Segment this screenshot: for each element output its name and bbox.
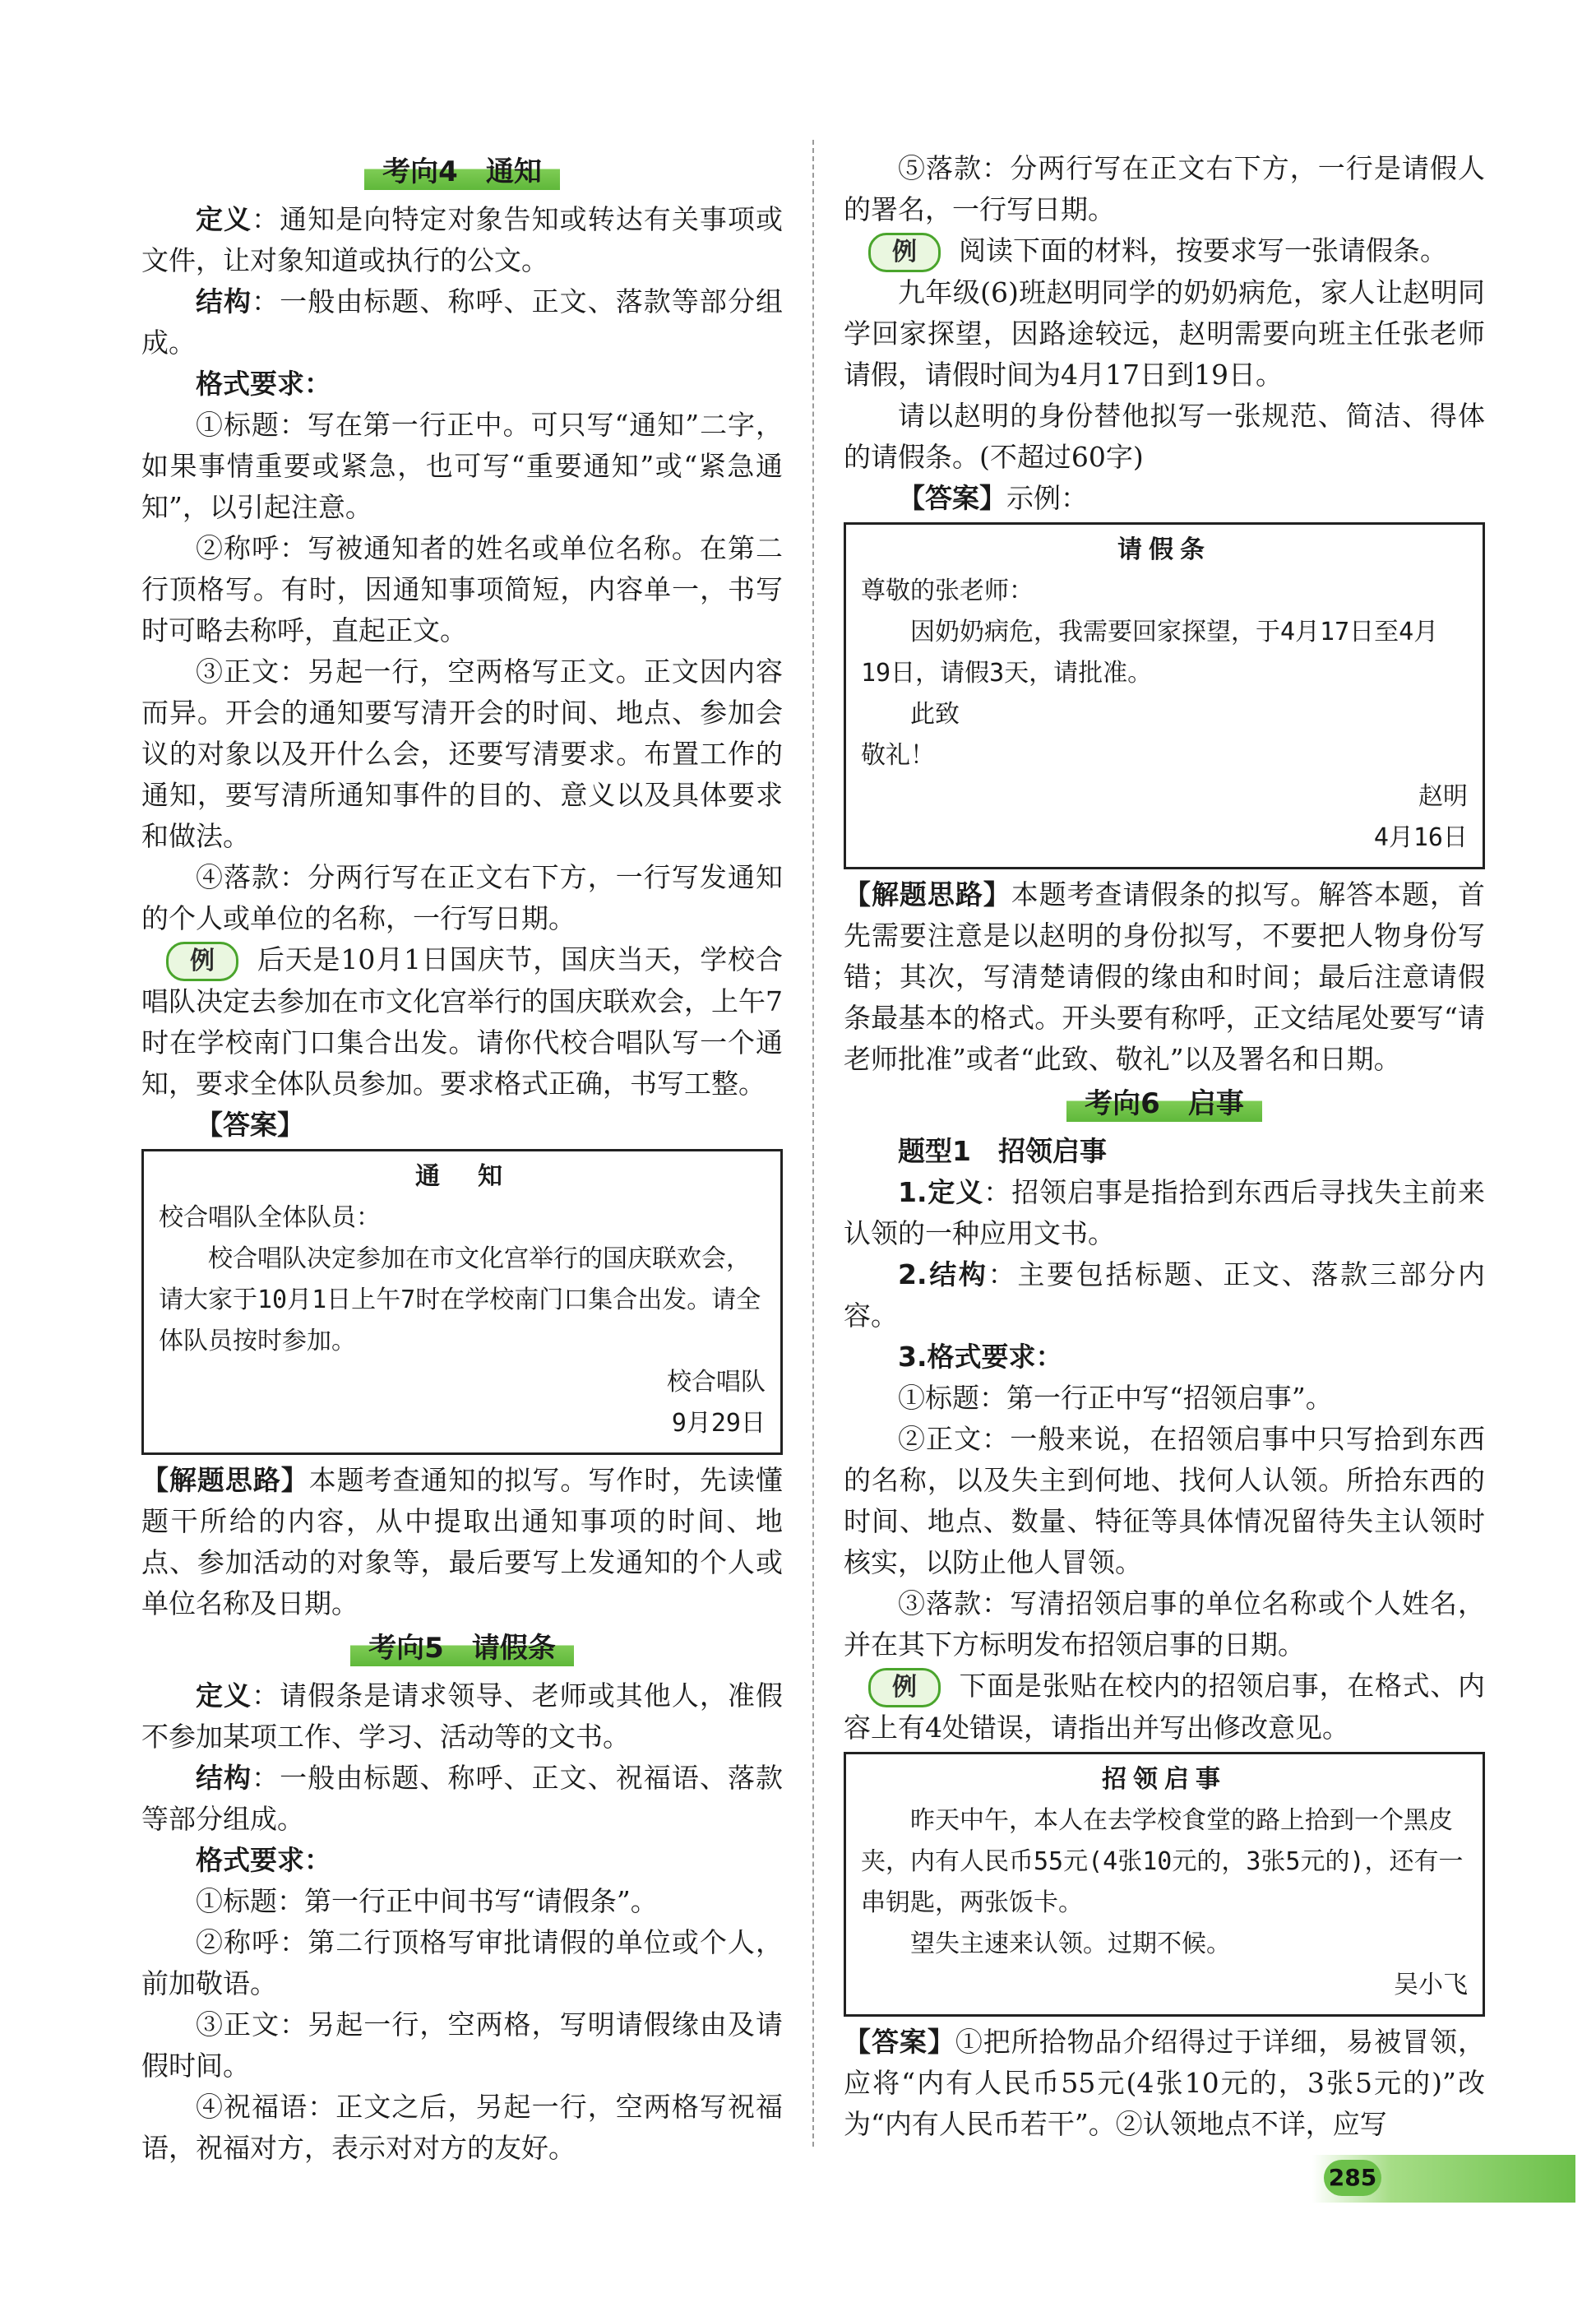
example-badge-icon: 例 (868, 1668, 941, 1707)
notice-format-2: ②称呼：写被通知者的姓名或单位名称。在第二行顶格写。有时，因通知事项简短，内容单一，书写时可略去称呼，直起正文。 (141, 532, 783, 646)
box-title: 招领启事 (1102, 1765, 1227, 1794)
leave-answer: 【答案】示例： (898, 482, 1088, 514)
notice-answer-tag: 【答案】 (196, 1109, 304, 1141)
lost-found-format-label: 3.格式要求： (898, 1341, 1063, 1373)
box-body: 昨天中午，本人在去学校食堂的路上拾到一个黑皮夹，内有人民币55元(4张10元的，3张5元的)，还有一串钥匙，两张饭卡。 (861, 1806, 1464, 1917)
leave-answer-box (844, 522, 1485, 869)
lost-found-answer: 【答案】①把所拾物品介绍得过于详细，易被冒领，应将“内有人民币55元(4张10元的，3张5元的)”改为“内有人民币若干”。②认领地点不详，应写 (844, 2026, 1486, 2140)
notice-definition: 定义：通知是向特定对象告知或转达有关事项或文件，让对象知道或执行的公文。 (141, 203, 784, 276)
box-body: 校合唱队决定参加在市文化宫举行的国庆联欢会，请大家于10月1日上午7时在学校南门口集合出发。请全体队员按时参加。 (159, 1244, 761, 1355)
lost-found-type: 题型1 招领启事 (898, 1135, 1107, 1167)
leave-format-1: ①标题：第一行正中间书写“请假条”。 (196, 1885, 658, 1917)
box-date: 9月29日 (671, 1409, 766, 1438)
box-title: 请假条 (1117, 535, 1211, 564)
notice-format-1: ①标题：写在第一行正中。可只写“通知”二字，如果事情重要或紧急，也可写“重要通知”或“紧急通知”，以引起注意。 (141, 409, 783, 523)
leave-example: 例 阅读下面的材料，按要求写一张请假条。 (844, 230, 1485, 272)
box-title: 通 知 (415, 1162, 509, 1191)
lost-found-format-1: ①标题：第一行正中写“招领启事”。 (898, 1382, 1333, 1414)
left-column (141, 148, 783, 2169)
notice-format-label: 格式要求： (196, 368, 331, 400)
box-signer: 赵明 (1418, 782, 1468, 811)
notice-example: 例 后天是10月1日国庆节，国庆当天，学校合唱队决定去参加在市文化宫举行的国庆联欢会，上午7时在学校南门口集合出发。请你代校合唱队写一个通知，要求全体队员参加。要求格式正确，书写工整。 (141, 943, 783, 1100)
box-salutation: 尊敬的张老师： (861, 577, 1034, 605)
box-closing-1: 此致 (910, 700, 960, 729)
box-closing-2: 敬礼！ (861, 741, 935, 770)
notice-answer-box (141, 1149, 783, 1455)
page-number: 285 (1324, 2160, 1381, 2196)
notice-structure: 结构：一般由标题、称呼、正文、落款等部分组成。 (141, 285, 784, 359)
page-number-tab (1312, 2155, 1575, 2203)
section-heading-leave: 考向5 请假条 (141, 1628, 783, 1669)
leave-format-5: ⑤落款：分两行写在正文右下方，一行是请假人的署名，一行写日期。 (844, 152, 1485, 225)
leave-structure: 结构：一般由标题、称呼、正文、祝福语、落款等部分组成。 (141, 1762, 784, 1835)
lost-found-box (844, 1752, 1485, 2017)
lost-found-example: 例 下面是张贴在校内的招领启事，在格式、内容上有4处错误，请指出并写出修改意见。 (844, 1670, 1485, 1744)
lost-found-structure: 2.结构：主要包括标题、正文、落款三部分内容。 (844, 1258, 1486, 1332)
lost-found-definition: 1.定义：招领启事是指拾到东西后寻找失主前来认领的一种应用文书。 (844, 1176, 1486, 1249)
leave-material-1: 九年级(6)班赵明同学的奶奶病危，家人让赵明同学回家探望，因路途较远，赵明需要向班主任张老师请假，请假时间为4月17日到19日。 (844, 276, 1485, 391)
example-badge-icon: 例 (166, 942, 238, 981)
column-divider (812, 140, 814, 2147)
notice-format-4: ④落款：分两行写在正文右下方，一行写发通知的个人或单位的名称，一行写日期。 (141, 861, 783, 934)
notice-analysis: 【解题思路】本题考查通知的拟写。写作时，先读懂题干所给的内容，从中提取出通知事项的时间、地点、参加活动的对象等，最后要写上发通知的个人或单位名称及日期。 (141, 1464, 784, 1619)
leave-format-label: 格式要求： (196, 1844, 331, 1876)
notice-format-3: ③正文：另起一行，空两格写正文。正文因内容而异。开会的通知要写清开会的时间、地点、参加会议的对象以及开什么会，还要写清要求。布置工作的通知，要写清所通知事件的目的、意义以及具体要求和做法。 (141, 656, 783, 852)
lost-found-format-3: ③落款：写清招领启事的单位名称或个人姓名，并在其下方标明发布招领启事的日期。 (844, 1587, 1485, 1661)
example-badge-icon: 例 (868, 233, 941, 272)
leave-format-3: ③正文：另起一行，空两格，写明请假缘由及请假时间。 (141, 2008, 783, 2082)
leave-format-2: ②称呼：第二行顶格写审批请假的单位或个人，前加敬语。 (141, 1926, 783, 1999)
leave-definition: 定义：请假条是请求领导、老师或其他人，准假不参加某项工作、学习、活动等的文书。 (141, 1679, 784, 1753)
right-column (844, 148, 1485, 2145)
leave-analysis: 【解题思路】本题考查请假条的拟写。解答本题，首先需要注意是以赵明的身份拟写，不要把人物身份写错；其次，写清楚请假的缘由和时间；最后注意请假条最基本的格式。开头要有称呼，正文结尾处要写“请老师批准”或者“此致、敬礼”以及署名和日期。 (844, 878, 1486, 1075)
leave-material-2: 请以赵明的身份替他拟写一张规范、简洁、得体的请假条。(不超过60字) (844, 400, 1485, 473)
leave-format-4: ④祝福语：正文之后，另起一行，空两格写祝福语，祝福对方，表示对对方的友好。 (141, 2091, 783, 2164)
box-salutation: 校合唱队全体队员： (159, 1203, 381, 1232)
lost-found-format-2: ②正文：一般来说，在招领启事中只写拾到东西的名称，以及失主到何地、找何人认领。所拾东西的时间、地点、数量、特征等具体情况留待失主认领时核实，以防止他人冒领。 (844, 1423, 1485, 1578)
box-body-2: 望失主速来认领。过期不候。 (910, 1930, 1231, 1958)
section-heading-notice: 考向4 通知 (141, 151, 783, 192)
box-signer: 校合唱队 (667, 1368, 766, 1397)
box-signer: 吴小飞 (1394, 1971, 1468, 1999)
section-heading-notice-board: 考向6 启事 (844, 1083, 1485, 1124)
box-body: 因奶奶病危，我需要回家探望，于4月17日至4月19日，请假3天，请批准。 (861, 618, 1439, 688)
box-date: 4月16日 (1373, 823, 1468, 852)
